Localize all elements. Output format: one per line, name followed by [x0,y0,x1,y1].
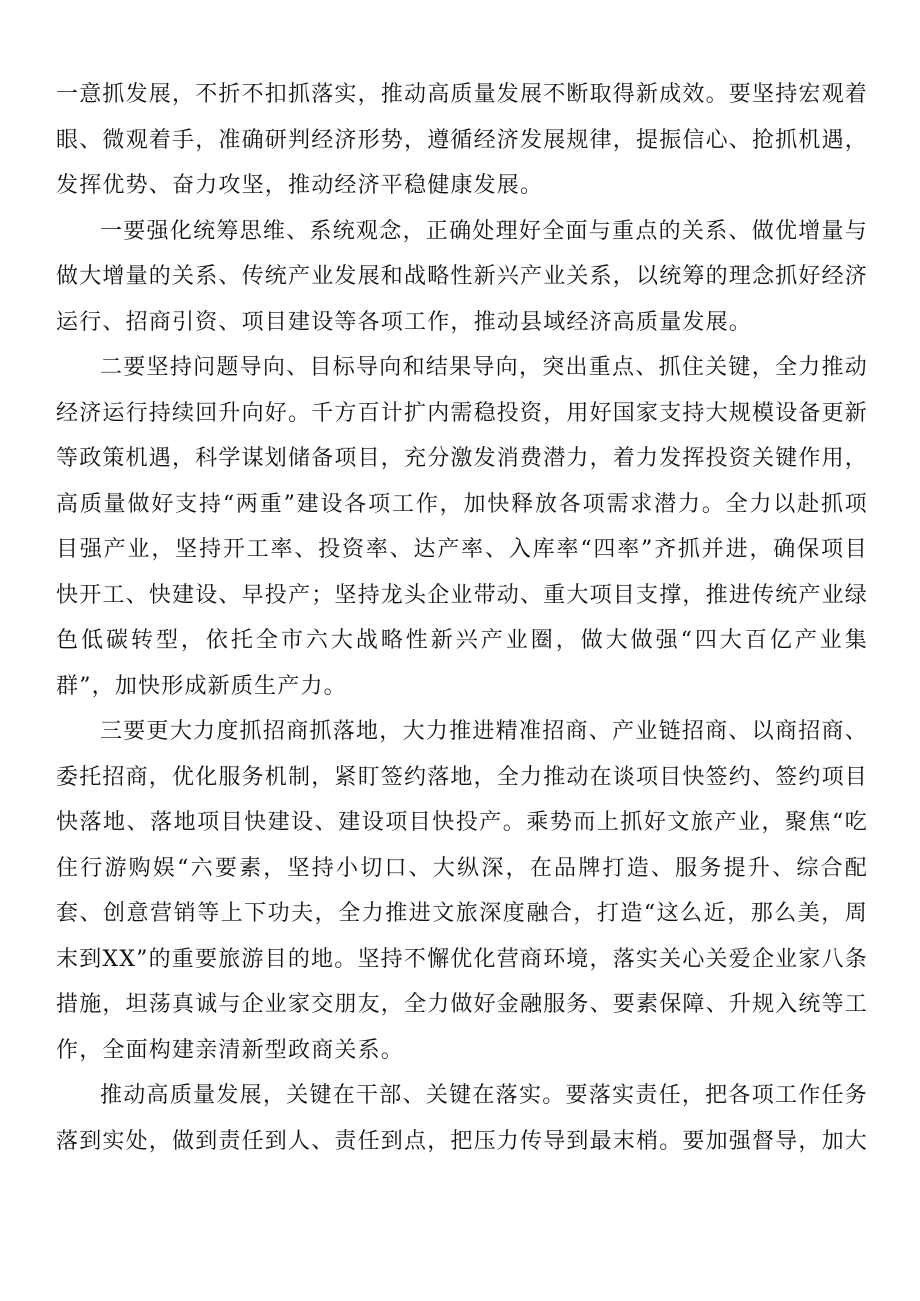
paragraph-5: 推动高质量发展，关键在干部、关键在落实。要落实责任，把各项工作任务落到实处，做到责任到人、责任到点，把压力传导到最末梢。要加强督导，加大 [56,1083,869,1154]
paragraph-1: 一意抓发展，不折不扣抓落实，推动高质量发展不断取得新成效。要坚持宏观着眼、微观着手，准确研判经济形势，遵循经济发展规律，提振信心、抢抓机遇，发挥优势、奋力攻坚，推动经济平稳健康发展。 [56,82,869,198]
document-page [56,72,868,1164]
paragraph-3: 二要坚持问题导向、目标导向和结果导向，突出重点、抓住关键，全力推动经济运行持续回升向好。千方百计扩内需稳投资，用好国家支持大规模设备更新等政策机遇，科学谋划储备项目，充分激发消费潜力，着力发挥投资关键作用，高质量做好支持“两重”建设各项工作，加快释放各项需求潜力。全力以赴抓项目强产业，坚持开工率、投资率、达产率、入库率“四率”齐抓并进，确保项目快开工、快建设、早投产；坚持龙头企业带动、重大项目支撑，推进传统产业绿色低碳转型，依托全市六大战略性新兴产业圈，做大做强“四大百亿产业集群”，加快形成新质生产力。 [56,355,869,699]
paragraph-2: 一要强化统筹思维、系统观念，正确处理好全面与重点的关系、做优增量与做大增量的关系、传统产业发展和战略性新兴产业关系，以统筹的理念抓好经济运行、招商引资、项目建设等各项工作，推动县域经济高质量发展。 [56,218,869,335]
paragraph-4: 三要更大力度抓招商抓落地，大力推进精准招商、产业链招商、以商招商、委托招商，优化服务机制，紧盯签约落地，全力推动在谈项目快签约、签约项目快落地、落地项目快建设、建设项目快投产。乘势而上抓好文旅产业，聚焦“吃住行游购娱“六要素，坚持小切口、大纵深，在品牌打造、服务提升、综合配套、创意营销等上下功夫，全力推进文旅深度融合，打造“这么近，那么美，周末到XX”的重要旅游目的地。坚持不懈优化营商环境，落实关心关爱企业家八条措施，坦荡真诚与企业家交朋友，全力做好金融服务、要素保障、升规入统等工作，全面构建亲清新型政商关系。 [56,719,869,1063]
